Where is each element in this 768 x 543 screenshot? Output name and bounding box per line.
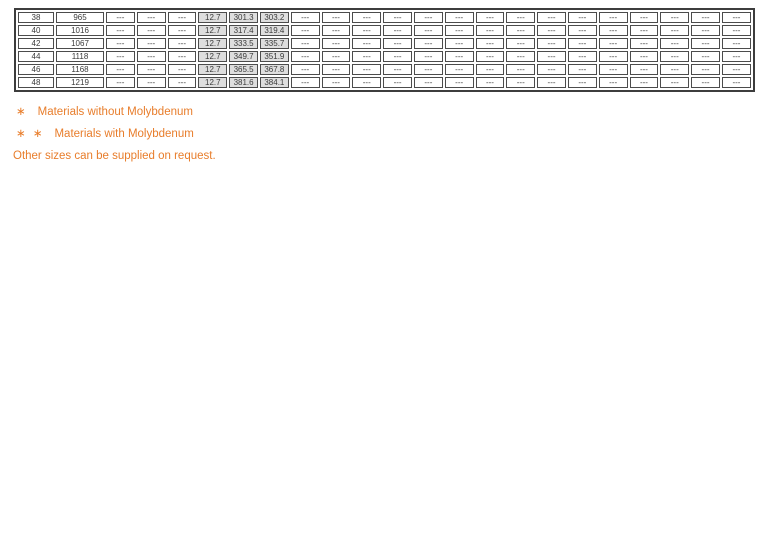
table-cell: --- <box>352 38 381 49</box>
table-cell: --- <box>660 77 689 88</box>
table-cell: 40 <box>18 25 54 36</box>
table-cell: --- <box>291 25 320 36</box>
data-table <box>14 8 755 92</box>
table-cell: --- <box>383 25 412 36</box>
table-cell: --- <box>599 25 628 36</box>
table-cell: --- <box>599 64 628 75</box>
table-cell: 365.5 <box>229 64 258 75</box>
table-cell: --- <box>506 25 535 36</box>
table-cell: --- <box>476 77 505 88</box>
table-cell: --- <box>537 12 566 23</box>
footnote-text: Materials without Molybdenum <box>37 106 193 118</box>
table-cell: --- <box>476 25 505 36</box>
table-cell: --- <box>568 77 597 88</box>
table-cell: 1118 <box>56 51 104 62</box>
table-cell: --- <box>568 12 597 23</box>
table-cell: 333.5 <box>229 38 258 49</box>
table-cell: --- <box>414 12 443 23</box>
footnotes-section <box>13 106 216 162</box>
table-row <box>18 12 751 23</box>
table-cell: --- <box>322 77 351 88</box>
table-cell: --- <box>137 12 166 23</box>
table-cell: --- <box>599 38 628 49</box>
table-cell: --- <box>660 12 689 23</box>
table-cell: --- <box>722 38 751 49</box>
table-cell: --- <box>660 25 689 36</box>
table-cell: --- <box>168 12 197 23</box>
table-cell: --- <box>537 64 566 75</box>
table-cell: --- <box>506 51 535 62</box>
table-cell: --- <box>722 12 751 23</box>
table-cell: --- <box>722 51 751 62</box>
table-cell: --- <box>137 25 166 36</box>
table-cell: --- <box>168 25 197 36</box>
table-cell: --- <box>322 12 351 23</box>
table-cell: --- <box>445 64 474 75</box>
table-cell: --- <box>506 38 535 49</box>
table-cell: --- <box>722 77 751 88</box>
footnote-without-molybdenum <box>13 106 216 118</box>
table-cell: --- <box>352 51 381 62</box>
table-row <box>18 51 751 62</box>
table-cell: --- <box>414 51 443 62</box>
table-cell: --- <box>691 38 720 49</box>
table-cell: --- <box>537 77 566 88</box>
table-cell: 965 <box>56 12 104 23</box>
table-cell: --- <box>352 25 381 36</box>
table-cell: --- <box>630 77 659 88</box>
table-cell: 367.8 <box>260 64 289 75</box>
table-cell: --- <box>106 77 135 88</box>
table-cell: --- <box>291 12 320 23</box>
table-cell: --- <box>445 77 474 88</box>
table-cell: --- <box>383 51 412 62</box>
table-cell: --- <box>537 51 566 62</box>
table-cell: 44 <box>18 51 54 62</box>
table-cell: --- <box>537 25 566 36</box>
table-cell: --- <box>445 38 474 49</box>
table-cell: --- <box>106 12 135 23</box>
table-cell: --- <box>106 51 135 62</box>
table-cell: --- <box>168 64 197 75</box>
table-cell: 12.7 <box>198 25 227 36</box>
table-row <box>18 25 751 36</box>
table-cell: --- <box>599 51 628 62</box>
table-cell: 12.7 <box>198 12 227 23</box>
table-cell: --- <box>168 38 197 49</box>
table-cell: --- <box>445 25 474 36</box>
table-cell: 335.7 <box>260 38 289 49</box>
table-cell: --- <box>322 38 351 49</box>
table-cell: --- <box>691 64 720 75</box>
table-cell: --- <box>722 25 751 36</box>
note-other-sizes: Other sizes can be supplied on request. <box>13 150 216 162</box>
footnote-with-molybdenum <box>13 128 216 140</box>
table-cell: --- <box>568 38 597 49</box>
table-cell: 1168 <box>56 64 104 75</box>
table-cell: 301.3 <box>229 12 258 23</box>
table-cell: 1067 <box>56 38 104 49</box>
table-cell: --- <box>599 77 628 88</box>
table-cell: --- <box>445 51 474 62</box>
table-cell: --- <box>291 77 320 88</box>
table-cell: --- <box>352 77 381 88</box>
table-cell: --- <box>630 38 659 49</box>
table-cell: --- <box>537 38 566 49</box>
table-cell: --- <box>383 38 412 49</box>
table-cell: --- <box>476 64 505 75</box>
table-cell: 48 <box>18 77 54 88</box>
table-cell: 317.4 <box>229 25 258 36</box>
double-asterisk-marker: ∗ ∗ <box>16 128 45 140</box>
table-cell: --- <box>630 12 659 23</box>
table-cell: 46 <box>18 64 54 75</box>
table-cell: --- <box>352 12 381 23</box>
table-cell: --- <box>137 64 166 75</box>
table-cell: --- <box>106 38 135 49</box>
table-cell: --- <box>137 51 166 62</box>
table-cell: --- <box>599 12 628 23</box>
table-cell: 319.4 <box>260 25 289 36</box>
table-cell: --- <box>660 51 689 62</box>
table-row <box>18 38 751 49</box>
table-cell: --- <box>322 64 351 75</box>
table-cell: --- <box>322 51 351 62</box>
asterisk-marker: ∗ <box>16 106 28 118</box>
table-row <box>18 77 751 88</box>
table-cell: 12.7 <box>198 77 227 88</box>
table-cell: --- <box>691 51 720 62</box>
table-cell: --- <box>322 25 351 36</box>
table-cell: 12.7 <box>198 51 227 62</box>
table-cell: --- <box>291 51 320 62</box>
footnote-text: Materials with Molybdenum <box>54 128 194 140</box>
table-cell: --- <box>691 77 720 88</box>
table-cell: --- <box>383 64 412 75</box>
table-cell: --- <box>414 77 443 88</box>
table-cell: --- <box>506 77 535 88</box>
table-cell: --- <box>691 12 720 23</box>
table-cell: --- <box>414 25 443 36</box>
table-cell: --- <box>137 77 166 88</box>
table-cell: 381.6 <box>229 77 258 88</box>
table-cell: 38 <box>18 12 54 23</box>
table-cell: --- <box>414 38 443 49</box>
table-cell: --- <box>630 64 659 75</box>
table-cell: --- <box>383 77 412 88</box>
table-cell: --- <box>168 77 197 88</box>
table-cell: --- <box>106 25 135 36</box>
table-cell: --- <box>630 25 659 36</box>
table-cell: --- <box>506 64 535 75</box>
table-cell: --- <box>291 38 320 49</box>
table-cell: 1016 <box>56 25 104 36</box>
table-cell: --- <box>168 51 197 62</box>
table-cell: --- <box>445 12 474 23</box>
table-cell: --- <box>476 51 505 62</box>
table-cell: 384.1 <box>260 77 289 88</box>
table-cell: --- <box>414 64 443 75</box>
table-cell: --- <box>630 51 659 62</box>
table-cell: --- <box>352 64 381 75</box>
table-cell: 42 <box>18 38 54 49</box>
table-cell: --- <box>568 64 597 75</box>
table-cell: --- <box>722 64 751 75</box>
table-cell: 349.7 <box>229 51 258 62</box>
table-cell: 351.9 <box>260 51 289 62</box>
table-cell: --- <box>476 38 505 49</box>
table-cell: --- <box>506 12 535 23</box>
table-cell: 12.7 <box>198 64 227 75</box>
table-cell: --- <box>691 25 720 36</box>
table-cell: --- <box>660 64 689 75</box>
table-cell: --- <box>476 12 505 23</box>
table-cell: --- <box>383 12 412 23</box>
table-row <box>18 64 751 75</box>
table-cell: 1219 <box>56 77 104 88</box>
table-cell: --- <box>137 38 166 49</box>
table-cell: 12.7 <box>198 38 227 49</box>
table-cell: --- <box>660 38 689 49</box>
table-cell: --- <box>568 25 597 36</box>
table-cell: 303.2 <box>260 12 289 23</box>
table-cell: --- <box>568 51 597 62</box>
table-cell: --- <box>106 64 135 75</box>
table-cell: --- <box>291 64 320 75</box>
